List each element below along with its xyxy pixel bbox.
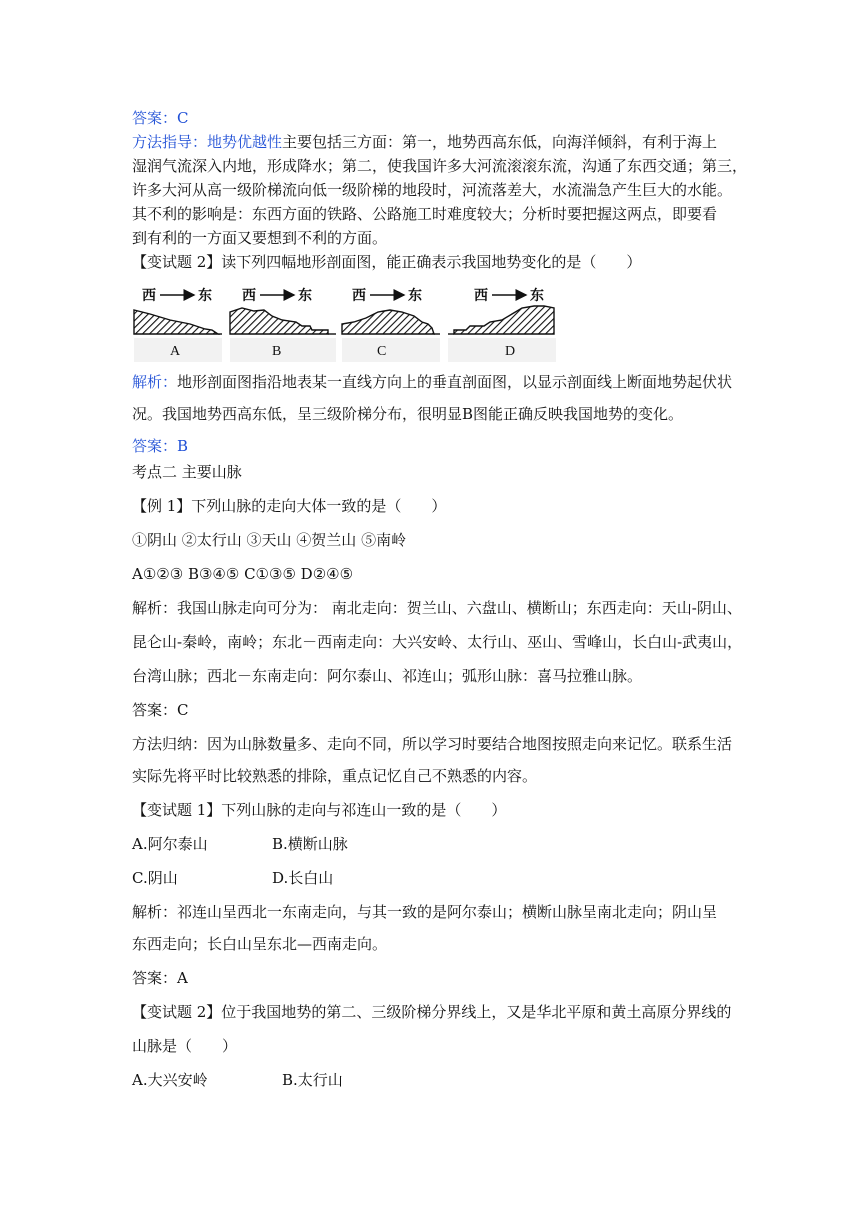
west-label: 西	[474, 288, 488, 304]
choice-b: B.太行山	[282, 1071, 343, 1089]
profile-panel-b	[230, 287, 336, 362]
profile-panel-c	[342, 287, 440, 362]
text-line: 方法归纳：因为山脉数量多、走向不同，所以学习时要结合地图按照走向来记忆。联系生活	[132, 735, 733, 753]
text-line: 到有利的一方面又要想到不利的方面。	[132, 229, 388, 247]
east-label: 东	[198, 288, 212, 304]
text-line: 许多大河从高一级阶梯流向低一级阶梯的地段时，河流落差大，水流湍急产生巨大的水能。	[132, 181, 733, 199]
choice-b: B.横断山脉	[272, 835, 348, 853]
west-label: 西	[242, 288, 256, 304]
analysis-line	[132, 372, 732, 392]
answer-line: 答案：B	[132, 437, 189, 455]
caption-d: D	[505, 344, 516, 359]
method-guide-line	[132, 132, 717, 152]
analysis-text: 地形剖面图指沿地表某一直线方向上的垂直剖面图，以显示剖面线上断面地势起伏状	[177, 373, 733, 391]
east-label: 东	[530, 288, 544, 304]
east-label: 东	[408, 288, 422, 304]
terrain-profile-figure	[130, 282, 560, 362]
choice-a: A.阿尔泰山	[132, 835, 208, 853]
terrain-profile-svg	[130, 282, 560, 362]
question-line: 【变试题 2】读下列四幅地形剖面图，能正确表示我国地势变化的是（ ）	[132, 253, 642, 271]
choice-a: A.大兴安岭	[132, 1071, 208, 1089]
choice-c: C.阴山	[132, 869, 178, 887]
choice-d: D.长白山	[272, 869, 334, 887]
section-heading: 考点二 主要山脉	[132, 463, 242, 481]
text-line: 解析：祁连山呈西北一东南走向，与其一致的是阿尔泰山；横断山脉呈南北走向；阴山呈	[132, 903, 718, 921]
text-line: 解析：我国山脉走向可分为： 南北走向：贺兰山、六盘山、横断山；东西走向：天山-阴山、	[132, 599, 742, 617]
analysis-label: 解析：	[132, 373, 178, 391]
text-line: 台湾山脉；西北－东南走向：阿尔泰山、祁连山；弧形山脉：喜马拉雅山脉。	[132, 667, 643, 685]
text-line: 湿润气流深入内地，形成降水；第二，使我国许多大河流滚滚东流，沟通了东西交通；第三，	[132, 157, 748, 175]
answer-line: 答案：C	[132, 701, 189, 719]
answer-line: 答案：A	[132, 969, 188, 987]
west-label: 西	[352, 288, 366, 304]
question-line: 【变试题 2】位于我国地势的第二、三级阶梯分界线上，又是华北平原和黄土高原分界线的	[132, 1003, 732, 1021]
east-label: 东	[298, 288, 312, 304]
options-line: ①阴山 ②太行山 ③天山 ④贺兰山 ⑤南岭	[132, 531, 407, 549]
question-line: 【变试题 1】下列山脉的走向与祁连山一致的是（ ）	[132, 801, 507, 819]
profile-panel-a	[134, 287, 222, 362]
caption-a: A	[170, 344, 181, 359]
profile-panel-d	[448, 287, 556, 362]
method-guide-label: 方法指导：地势优越性	[132, 133, 283, 151]
choices-line: A①②③ B③④⑤ C①③⑤ D②④⑤	[132, 565, 354, 583]
west-label: 西	[142, 288, 156, 304]
text-line: 实际先将平时比较熟悉的排除，重点记忆自己不熟悉的内容。	[132, 767, 538, 785]
method-guide-text: 主要包括三方面：第一，地势西高东低，向海洋倾斜，有利于海上	[282, 133, 718, 151]
text-line: 东西走向；长白山呈东北—西南走向。	[132, 935, 388, 953]
text-line: 山脉是（ ）	[132, 1037, 238, 1055]
answer-line: 答案：C	[132, 109, 189, 127]
text-line: 昆仑山-秦岭，南岭；东北－西南走向：大兴安岭、太行山、巫山、雪峰山，长白山-武夷山，	[132, 633, 743, 651]
caption-c: C	[377, 344, 387, 359]
caption-b: B	[272, 344, 282, 359]
question-line: 【例 1】下列山脉的走向大体一致的是（ ）	[132, 497, 447, 515]
text-line: 其不利的影响是：东西方面的铁路、公路施工时难度较大；分析时要把握这两点，即要看	[132, 205, 718, 223]
text-line: 况。我国地势西高东低，呈三级阶梯分布，很明显B图能正确反映我国地势的变化。	[132, 405, 684, 423]
